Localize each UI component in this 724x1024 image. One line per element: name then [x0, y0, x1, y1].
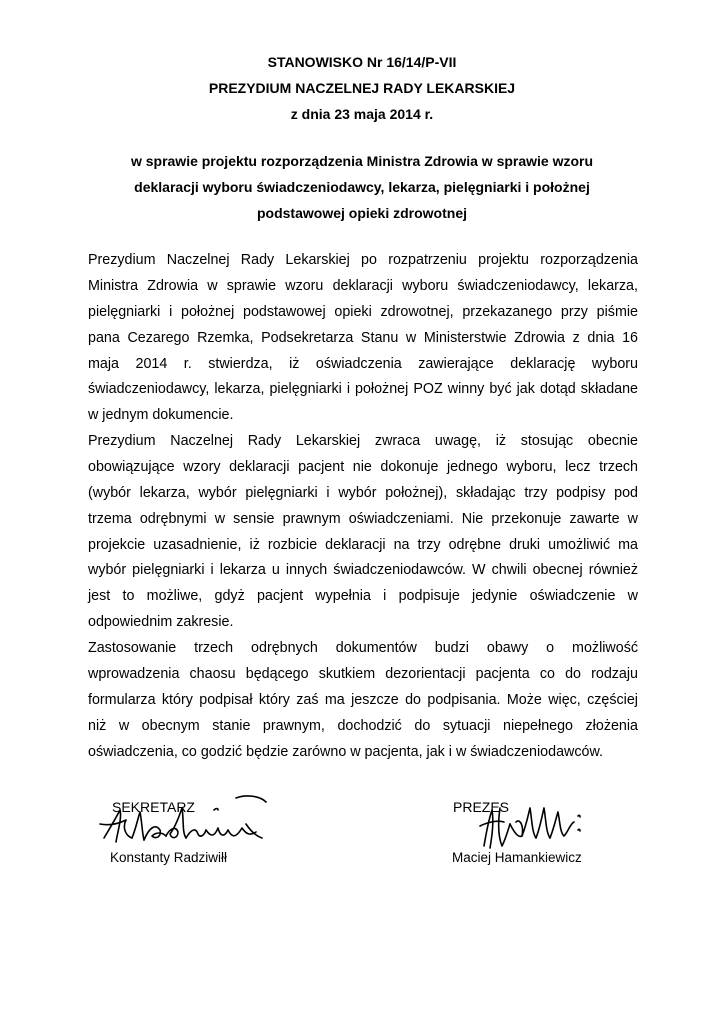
secretary-signature [96, 788, 276, 854]
paragraph-2 [88, 429, 638, 636]
paragraph-line: w jednym dokumencie. [88, 407, 234, 424]
paragraph-line: jest to możliwe, gdyż pacjent wypełnia i podpisuje jedynie oświadczenie w [88, 588, 638, 605]
paragraph-line: (wybór lekarza, wybór pielęgniarki i wybór położnej), składając trzy podpisy pod [88, 484, 638, 501]
paragraph-line: Zastosowanie trzech odrębnych dokumentów budzi obawy o możliwość [88, 640, 638, 656]
paragraph-line: Prezydium Naczelnej Rady Lekarskiej po rozpatrzeniu projektu rozporządzenia [88, 252, 638, 268]
president-signature [470, 796, 600, 854]
document-number: STANOWISKO Nr 16/14/P-VII [267, 54, 457, 70]
paragraph-line: niż w obecnym stanie prawnym, dochodzić do sytuacji niepełnego złożenia [88, 717, 638, 734]
paragraph-line: obowiązujące wzory deklaracji pacjent nie dokonuje jednego wyboru, lecz trzech [88, 458, 638, 475]
president-role-label: PREZES [453, 799, 510, 815]
paragraph-3 [88, 636, 638, 765]
president-name: Maciej Hamankiewicz [452, 850, 582, 865]
paragraph-line: odpowiednim zakresie. [88, 614, 234, 631]
document-date: z dnia 23 maja 2014 r. [290, 106, 434, 122]
secretary-name: Konstanty Radziwiłł [110, 850, 228, 865]
paragraph-line: trzema odrębnymi w sensie prawnym oświadczeniami. Nie przekonuje zawarte w [88, 510, 638, 527]
issuing-body: PREZYDIUM NACZELNEJ RADY LEKARSKIEJ [208, 80, 516, 96]
paragraph-line: maja 2014 r. stwierdza, iż oświadczenia zawierające deklarację wyboru [88, 355, 638, 372]
paragraph-line: wybór pielęgniarki i lekarza u innych świadczeniodawców. W chwili obecnej również [88, 562, 638, 579]
paragraph-1 [88, 248, 638, 429]
subject-line-1: w sprawie projektu rozporządzenia Ministra Zdrowia w sprawie wzoru [130, 153, 594, 169]
subject-line-2: deklaracji wyboru świadczeniodawcy, lekarza, pielęgniarki i położnej [134, 179, 590, 195]
paragraph-line: Ministra Zdrowia w sprawie wzoru deklaracji wyboru świadczeniodawcy, lekarza, [88, 277, 638, 294]
paragraph-line: oświadczenia, co godzić będzie zarówno w pacjenta, jak i w świadczeniodawców. [88, 743, 603, 760]
paragraph-line: formularza który podpisał który zaś ma jeszcze do podpisania. Może więc, częściej [88, 691, 638, 708]
paragraph-line: świadczeniodawcy, lekarza, pielęgniarki i położnej POZ winny być jak dotąd składane [88, 381, 638, 398]
paragraph-line: pana Cezarego Rzemka, Podsekretarza Stanu w Ministerstwie Zdrowia z dnia 16 [88, 329, 638, 346]
paragraph-line: projekcie uzasadnienie, iż rozbicie deklaracji na trzy odrębne druki umożliwić ma [88, 536, 638, 553]
subject-line-3: podstawowej opieki zdrowotnej [256, 205, 467, 221]
paragraph-line: wprowadzenia chaosu będącego skutkiem dezorientacji pacjenta co do rodzaju [88, 665, 638, 682]
paragraph-line: Prezydium Naczelnej Rady Lekarskiej zwraca uwagę, iż stosując obecnie [88, 433, 638, 449]
secretary-role-label: SEKRETARZ [112, 799, 195, 815]
paragraph-line: pielęgniarki i położnej podstawowej opieki zdrowotnej, przekazanego przy piśmie [88, 303, 638, 320]
